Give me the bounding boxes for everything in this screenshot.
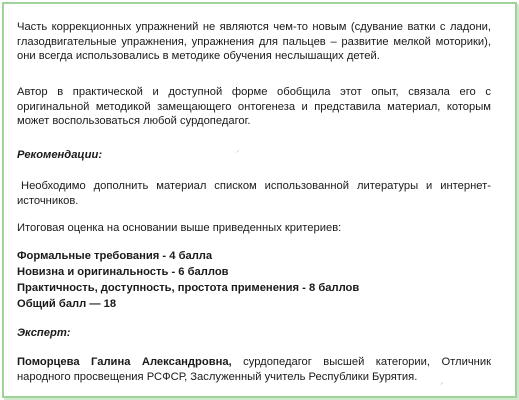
expert-heading: Эксперт:: [17, 327, 71, 339]
paragraph-recommendation: Необходимо дополнить материал списком использованной литературы и интернет-источников.: [17, 180, 491, 207]
criterion-novelty: Новизна и оригинальность - 6 баллов: [17, 266, 229, 278]
expert-name: Поморцева Галина Александровна,: [17, 356, 232, 368]
criterion-formal: Формальные требования - 4 балла: [17, 250, 213, 262]
criteria-list: [17, 248, 491, 312]
scan-mark: ⸝: [440, 379, 444, 386]
recommendations-heading: Рекомендации:: [17, 149, 103, 161]
paragraph-exercises: Часть коррекционных упражнений не являются чем-то новым (сдувание ватки с ладони, глазодвигательные упражнения, упражнения для пальцев – развитие мелкой моторики), они всегда использовались в методике обучения неслышащих детей.: [17, 21, 491, 62]
criterion-practicality: Практичность, доступность, простота применения - 8 баллов: [17, 282, 360, 294]
criterion-total: Общий балл — 18: [17, 298, 117, 310]
paragraph-expert: [17, 355, 491, 384]
scan-mark: ⸝: [236, 147, 240, 154]
expert-description: сурдопедагог высшей категории, Отличник народного просвещения РСФСР, Заслуженный учитель Республики Бурятия.: [17, 356, 491, 383]
paragraph-author: Автор в практической и доступной форме обобщила этот опыт, связала его с оригинальной методикой замещающего онтогенеза и представила материал, которым может воспользоваться любой сурдопедагог.: [17, 86, 491, 127]
paragraph-final-score: Итоговая оценка на основании выше приведенных критериев:: [17, 222, 342, 234]
